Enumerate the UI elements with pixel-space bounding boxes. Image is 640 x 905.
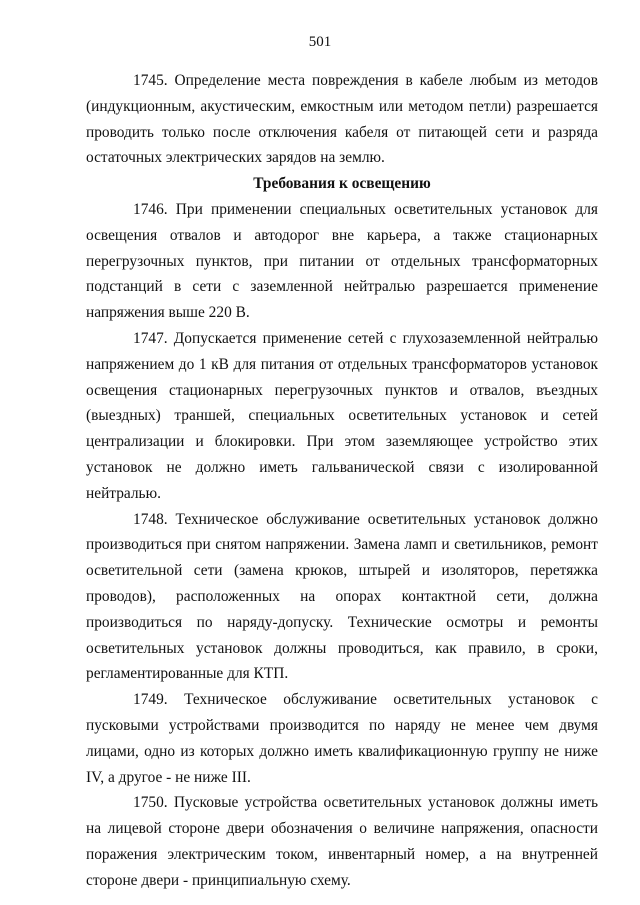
paragraph-1748: 1748. Техническое обслуживание осветительных установок должно производиться при снятом напряжении. Замена ламп и светильников, ремонт осветительной сети (замена крюков, штырей и изоляторов, перетяжка проводов), расположенных на опорах контактной сети, должна производиться по наряду-допуску. Технические осмотры и ремонты осветительных установок должны проводиться, как правило, в сроки, регламентированные для КТП. xyxy=(86,510,598,683)
paragraph-1745: 1745. Определение места повреждения в кабеле любым из методов (индукционным, акустическим, емкостным или методом петли) разрешается проводить только после отключения кабеля от питающей сети и разряда остаточных электрических зарядов на землю. xyxy=(86,72,598,167)
paragraph-1746: 1746. При применении специальных осветительных установок для освещения отвалов и автодорог вне карьера, а также стационарных перегрузочных пунктов, при питании от отдельных трансформаторных подстанций в сети с заземленной нейтралью разрешается применение напряжения выше 220 В. xyxy=(86,200,598,322)
section-heading: Требования к освещению xyxy=(253,175,431,193)
paragraph-1749: 1749. Техническое обслуживание осветительных установок с пусковыми устройствами производится по наряду не менее чем двумя лицами, одно из которых должно иметь квалификационную группу не ниже IV, а другое - не ниже III. xyxy=(86,691,598,786)
paragraph-1750: 1750. Пусковые устройства осветительных установок должны иметь на лицевой стороне двери обозначения о величине напряжения, опасности поражения электрическим током, инвентарный номер, а на внутренней стороне двери - принципиальную схему. xyxy=(86,794,598,889)
paragraph-1747: 1747. Допускается применение сетей с глухозаземленной нейтралью напряжением до 1 кВ для питания от отдельных трансформаторов установок освещения стационарных перегрузочных пунктов и отвалов, въездных (выездных) траншей, специальных осветительных установок и сетей централизации и блокировки. При этом заземляющее устройство этих установок не должно иметь гальванической связи с изолированной нейтралью. xyxy=(86,329,598,502)
document-body xyxy=(86,68,598,894)
page-number: 501 xyxy=(308,34,332,50)
